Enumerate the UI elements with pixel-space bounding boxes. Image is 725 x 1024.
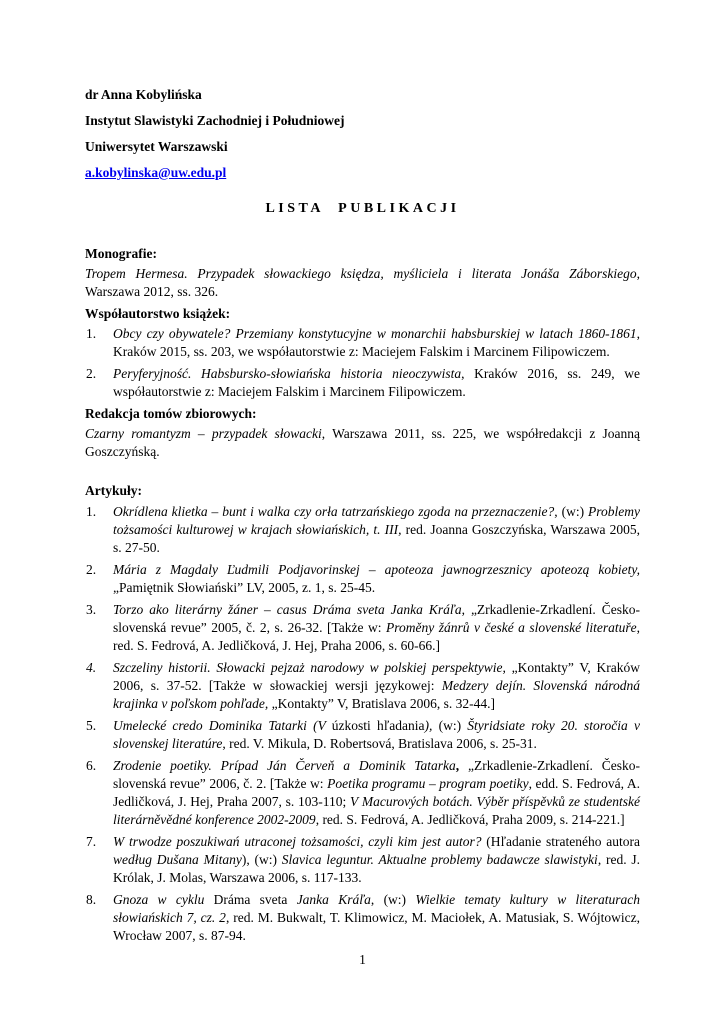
text-run: , (w:) xyxy=(370,892,416,907)
text-run: (w:) xyxy=(432,718,468,733)
text-run: Gnoza w cyklu xyxy=(113,892,214,907)
text-run: , Kraków 2015, ss. 203, we współautorstwie z: Maciejem Falskim i Marcinem Filipowiczem. xyxy=(113,326,640,359)
text-run: Proměny žánrů v české a slovenské literatuře xyxy=(386,620,637,635)
item-text xyxy=(113,366,640,399)
text-run: Mária z Magdaly Ľudmili Podjavorinskej – apoteoza jawnogrzesznicy apoteozą kobiety, xyxy=(113,562,640,577)
text-run: , red. S. Fedrová, A. Jedličková, J. Hej, Praha 2006, s. 60-66.] xyxy=(113,620,640,653)
publication-item xyxy=(85,503,640,557)
page-number: 1 xyxy=(359,952,366,967)
publication-paragraph xyxy=(85,425,640,461)
author-name: dr Anna Kobylińska xyxy=(85,87,202,102)
publication-item xyxy=(85,717,640,753)
item-text xyxy=(113,892,640,943)
text-run: według Dušana Mitany xyxy=(113,852,242,867)
text-run: Czarny romantyzm – przypadek słowacki xyxy=(85,426,322,441)
item-text xyxy=(113,834,640,885)
text-run: , (w:) xyxy=(554,504,588,519)
section-heading: Artykuły: xyxy=(85,483,142,498)
text-run: , red. M. Bukwalt, T. Klimowicz, M. Maciołek, A. Matusiak, S. Wójtowicz, Wrocław 2007, s. 87-94. xyxy=(113,910,640,943)
text-run: Problemy tożsamości kulturowej w krajach słowiańskich, t. III, xyxy=(113,504,640,537)
text-run: Zrodenie poetiky. Prípad Ján Červeň a Dominik Tatarka xyxy=(113,758,456,773)
publication-paragraph xyxy=(85,265,640,301)
text-run: , Warszawa 2012, ss. 326. xyxy=(85,266,640,299)
text-run: Szczeliny historii. Słowacki pejzaż narodowy w polskiej perspektywie, xyxy=(113,660,506,675)
item-number: 3. xyxy=(86,602,97,617)
publication-item xyxy=(85,365,640,401)
text-run: Okrídlena klietka – bunt i walka czy orła tatrzańskiego zgoda na przeznaczenie? xyxy=(113,504,555,519)
section-artykuly xyxy=(85,482,640,945)
text-run: (Hľadanie strateného autora xyxy=(481,834,640,849)
text-run: , Warszawa 2011, ss. 225, we współredakcji z Joanną Goszczyńską. xyxy=(85,426,640,459)
text-run: Torzo ako literárny žáner – casus Dráma sveta Janka Kráľa xyxy=(113,602,462,617)
text-run: „Kontakty” V, Kraków 2006, s. 37-52. [Także w słowackiej wersji językowej: xyxy=(113,660,641,693)
item-text xyxy=(113,562,640,595)
author-block xyxy=(85,86,640,182)
text-run: Wielkie tematy kultury w literaturach słowiańskich 7, cz. 2 xyxy=(113,892,640,925)
text-run: Poetika programu – program poetiky xyxy=(327,776,529,791)
text-run: Umelecké credo Dominika Tatarki (V xyxy=(113,718,332,733)
author-email-line xyxy=(85,164,640,182)
author-institute: Instytut Slawistyki Zachodniej i Południowej xyxy=(85,113,345,128)
item-number: 1. xyxy=(86,504,97,519)
text-run: „Kontakty” V, Bratislava 2006, s. 32-44.] xyxy=(268,696,496,711)
section-wspolautorstwo-ksiazek xyxy=(85,305,640,401)
publication-item xyxy=(85,601,640,655)
item-text xyxy=(113,504,640,555)
item-number: 6. xyxy=(86,758,97,773)
section-monografie xyxy=(85,245,640,301)
page-title: LISTA PUBLIKACJI xyxy=(265,201,460,216)
email-link[interactable]: a.kobylinska@uw.edu.pl xyxy=(85,165,227,180)
text-run: Tropem Hermesa. Przypadek słowackiego księdza, myśliciela i literata Jonáša Záborskiego xyxy=(85,266,637,281)
text-run: ), (w:) xyxy=(241,852,282,867)
text-run: , red. J. Królak, J. Molas, Warszawa 2006, s. 117-133. xyxy=(113,852,641,885)
publication-sections xyxy=(85,245,640,945)
item-text xyxy=(113,758,640,827)
item-number: 4. xyxy=(86,660,97,675)
text-run: , red. S. Fedrová, A. Jedličková, Praha 2009, s. 214-221.] xyxy=(315,812,625,827)
publication-item xyxy=(85,833,640,887)
item-number: 2. xyxy=(86,562,97,577)
text-run: Štyridsiate roky 20. storočia v slovenskej literatúre xyxy=(113,718,641,751)
publication-item xyxy=(85,325,640,361)
text-run: Slavica leguntur. Aktualne problemy badawcze slawistyki xyxy=(281,852,598,867)
publication-item xyxy=(85,561,640,597)
publication-item xyxy=(85,659,640,713)
text-run: Dráma sveta xyxy=(213,892,297,907)
text-run: Obcy czy obywatele? Przemiany konstytucyjne w monarchii habsburskiej w latach 1860-1861 xyxy=(113,326,637,341)
text-run: , red. V. Mikula, D. Robertsová, Bratislava 2006, s. 25-31. xyxy=(222,736,537,751)
item-number: 2. xyxy=(86,366,97,381)
item-number: 7. xyxy=(86,834,97,849)
text-run: Peryferyjność. Habsbursko-słowiańska historia nieoczywista xyxy=(113,366,462,381)
text-run: , „Zrkadlenie-Zrkadlení. Česko-slovenská revue” 2005, č. 2, s. 26-32. [Także w: xyxy=(113,602,640,635)
item-number: 8. xyxy=(86,892,97,907)
section-heading: Redakcja tomów zbiorowych: xyxy=(85,406,257,421)
section-heading: Współautorstwo książek: xyxy=(85,306,231,321)
item-text xyxy=(113,602,640,653)
author-university: Uniwersytet Warszawski xyxy=(85,139,228,154)
text-run: Janka Kráľa xyxy=(296,892,371,907)
item-text xyxy=(113,660,640,711)
text-run: úzkosti hľadania xyxy=(331,718,425,733)
text-run: „Pamiętnik Słowiański” LV, 2005, z. 1, s. 25-45. xyxy=(113,580,376,595)
text-run: ), xyxy=(424,718,433,733)
publication-item xyxy=(85,757,640,829)
section-redakcja-tomow xyxy=(85,405,640,461)
text-run: , xyxy=(455,758,460,773)
section-heading: Monografie: xyxy=(85,246,157,261)
text-run: , Kraków 2016, ss. 249, we współautorstwie z: Maciejem Falskim i Marcinem Filipowiczem. xyxy=(113,366,640,399)
item-number: 1. xyxy=(86,326,97,341)
text-run: , edd. S. Fedrová, A. Jedličková, J. Hej, Praha 2007, s. 103-110; xyxy=(113,776,640,809)
text-run: red. Joanna Goszczyńska, Warszawa 2005, s. 27-50. xyxy=(113,522,640,555)
publication-item xyxy=(85,891,640,945)
text-run: W trwodze poszukiwań utraconej tożsamości, czyli kim jest autor? xyxy=(113,834,482,849)
item-number: 5. xyxy=(86,718,97,733)
text-run: „Zrkadlenie-Zrkadlení. Česko-slovenská revue” 2006, č. 2. [Także w: xyxy=(113,758,640,791)
item-text xyxy=(113,718,640,751)
text-run: Medzery dejín. Slovenská národná krajinka v poľskom pohľade, xyxy=(113,678,640,711)
text-run: V Macurových botách. Výběr příspěvků ze studentské literárněvědné konference 2002-2009 xyxy=(113,794,640,827)
item-text xyxy=(113,326,640,359)
